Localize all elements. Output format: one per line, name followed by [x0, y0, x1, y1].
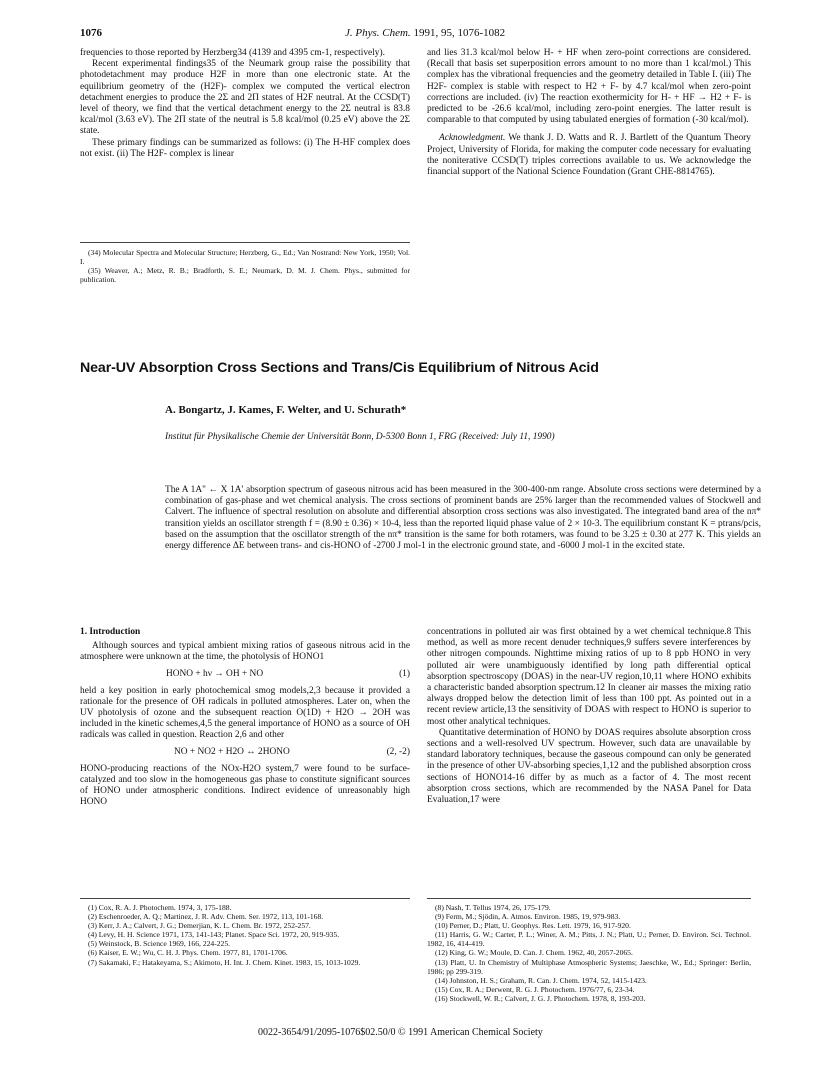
acknowledgment: [427, 133, 751, 178]
reference-item: (6) Kaiser, E. W.; Wu, C. H. J. Phys. Chem. 1977, 81, 1701-1706.: [88, 948, 288, 958]
reference-item: (2) Eschenroeder, A. Q.; Martinez, J. R. Adv. Chem. Ser. 1972, 113, 101-168.: [88, 912, 324, 922]
references-left: [80, 903, 410, 967]
reference-item: (1) Cox, R. A. J. Photochem. 1974, 3, 175-188.: [88, 903, 232, 912]
article-authors: A. Bongartz, J. Kames, F. Welter, and U. Schurath*: [165, 404, 407, 416]
paragraph: Recent experimental findings35 of the Neumark group raise the possibility that photodetachment may produce H2F in more than one electronic state. At the equilibrium geometry of the (H2F)- complex we computed the vertical electron detachment energies to produce the 2Σ and 2Π states of H2F neutral. At the CCSD(T) level of theory, we find that the vertical detachment energy to the 2Σ neutral is 83.8 kcal/mol (3.63 eV). The 2Π state of the neutral is 5.8 kcal/mol (0.25 eV) above the 2Σ state.: [80, 59, 410, 137]
reference-item: (9) Ferm, M.; Sjödin, A. Atmos. Environ. 1985, 19, 979-983.: [435, 912, 621, 922]
equation-text: HONO + hν → OH + NO: [166, 668, 264, 679]
equation-number: (2, -2): [386, 746, 410, 757]
intro-right-column: [427, 627, 751, 806]
section-heading: 1. Introduction: [80, 627, 141, 637]
reference-item: (5) Weinstock, B. Science 1969, 166, 224-225.: [88, 939, 231, 949]
acknowledgment-text: We thank J. D. Watts and R. J. Bartlett of the Quantum Theory Project, University of Florida, for making the computer code necessary for evaluating the noniterative CCSD(T) triples corrections available to us. We acknowledge the financial support of the National Science Foundation (Grant CHE-8814765).: [427, 133, 751, 178]
equation-number: (1): [399, 668, 410, 679]
reference-item: (12) King, G. W.; Moule, D. Can. J. Chem. 1962, 40, 2057-2065.: [435, 948, 633, 958]
abstract-text: The A 1A" ← X 1A' absorption spectrum of gaseous nitrous acid has been measured in the 300-400-nm range. Absolute cross sections were determined by a combination of gas-phase and wet chemical analysis. The cross sections of prominent bands are 25% larger than the recommended values of Stockwell and Calvert. The influence of spectral resolution on absolute and differential absorption cross sections was also investigated. The integrated band area of the nπ* transition yields an oscillator strength f = (8.90 ± 0.36) × 10-4, less than the reported liquid phase value of 2 × 10-3. The equilibrium constant K = ptrans/pcis, based on the assumption that the oscillator strength of the nπ* transition is the same for both rotamers, was found to be 3.25 ± 0.30 at 277 K. This yields an energy difference ΔE between trans- and cis-HONO of -2700 J mol-1 in the electronic ground state, and -6000 J mol-1 in the excited state.: [165, 485, 761, 552]
copyright-footer: 0022-3654/91/2095-1076$02.50/0 © 1991 American Chemical Society: [258, 1027, 543, 1038]
reference-item: (13) Platt, U. In Chemistry of Multiphase Atmospheric Systems; Jaeschke, W., Ed.; Springer: Berlin, 1986; pp 299-319.: [427, 957, 751, 976]
prev-article-right-column: [427, 48, 751, 178]
reference-item: (4) Levy, H. H. Science 1971, 173, 141-143; Planet. Space Sci. 1972, 20, 919-935.: [88, 930, 340, 940]
paragraph: These primary findings can be summarized as follows: (i) The H-HF complex does not exist. (ii) The H2F- complex is linear: [80, 137, 410, 159]
paragraph: concentrations in polluted air was first obtained by a wet chemical technique.8 This method, as well as more recent denuder techniques,9 suffers severe interferences by other nitrogen compounds. Nighttime mixing ratios of up to 8 ppb HONO in very polluted air were unambiguously identified by long path differential optical absorption spectroscopy (DOAS) in the near-UV region,10,11 where HONO exhibits a characteristic banded absorption spectrum.12 In cleaner air masses the mixing ratio always dropped below the detection limit of less than 100 ppt. As pointed out in a recent review article,13 the sensitivity of DOAS with respect to HONO is superior to most other analytical techniques.: [427, 627, 751, 727]
equation-1: [80, 664, 410, 686]
reference-item: (16) Stockwell, W. R.; Calvert, J. G. J. Photochem. 1978, 8, 193-203.: [435, 993, 646, 1003]
paragraph: Quantitative determination of HONO by DOAS requires absolute absorption cross sections and a well-resolved UV spectrum. However, such data are unavailable by standard laboratory techniques, because the gaseous compound can only be generated in the presence of other UV-absorbing species,1,12 and the published absorption cross sections of HONO14-16 differ by as much as a factor of 4. The most recent absorption cross sections, which are recommended by the NASA Panel for Data Evaluation,17 were: [427, 727, 751, 806]
reference-item: (8) Nash, T. Tellus 1974, 26, 175-179.: [435, 903, 551, 912]
abstract: [165, 485, 761, 552]
affiliation-text: Institut für Physikalische Chemie der Universität Bonn, D-5300 Bonn 1, FRG: [165, 432, 457, 442]
prev-article-references: [80, 248, 410, 284]
reference-item: (11) Harris, G. W.; Carter, P. L.; Winer, A. M.; Pitts, J. N.; Platt, U.; Perner, D. Environ. Sci. Technol. 1982, 16, 414-419.: [427, 930, 751, 949]
equation-text: NO + NO2 + H2O ↔ 2HONO: [174, 746, 290, 757]
paragraph: HONO-producing reactions of the NOx-H2O system,7 were found to be surface-catalyzed and too slow in the homogeneous gas phase to constitute significant sources of HONO under atmospheric conditions. Indirect evidence of unreasonably high HONO: [80, 763, 410, 808]
reference-item: (3) Kerr, J. A.; Calvert, J. G.; Demerjian, K. L. Chem. Br. 1972, 252-257.: [88, 921, 311, 931]
article-title: Near-UV Absorption Cross Sections and Trans/Cis Equilibrium of Nitrous Acid: [80, 360, 599, 376]
received-date: (Received: July 11, 1990): [458, 432, 555, 442]
reference-item: (14) Johnston, H. S.; Graham, R. Can. J. Chem. 1974, 52, 1415-1423.: [435, 975, 647, 985]
paragraph: Although sources and typical ambient mixing ratios of gaseous nitrous acid in the atmosphere were unknown at the time, the photolysis of HONO1: [80, 641, 410, 663]
reference-item: (10) Perner, D.; Platt, U. Geophys. Res. Lett. 1979, 16, 917-920.: [435, 921, 631, 931]
running-header: [345, 27, 505, 39]
prev-article-left-column: [80, 48, 410, 160]
references-right: [427, 903, 751, 1003]
intro-left-column: [80, 627, 410, 808]
reference-item: (34) Molecular Spectra and Molecular Structure; Herzberg, G., Ed.; Van Nostrand: New York, 1950; Vol. I.: [80, 248, 410, 267]
reference-item: (7) Sakamaki, F.; Hatakeyama, S.; Akimoto, H. Int. J. Chem. Kinet. 1983, 15, 1013-1029.: [88, 957, 361, 967]
acknowledgment-label: Acknowledgment.: [439, 133, 506, 144]
footnote-divider: [80, 898, 410, 899]
paragraph: frequencies to those reported by Herzberg34 (4139 and 4395 cm-1, respectively).: [80, 48, 385, 58]
equation-2: [80, 742, 410, 764]
paragraph: held a key position in early photochemical smog models,2,3 because it provided a rationale for the presence of OH radicals in polluted atmospheres. Later on, when the UV photolysis of ozone and the subsequent reaction O(1D) + H2O → 2OH was included in the kinetic schemes,4,5 the general importance of HONO as a source of OH radicals was called in question. Reaction 2,6 and other: [80, 685, 410, 741]
paragraph: and lies 31.3 kcal/mol below H- + HF when zero-point corrections are considered. (Recall that basis set superposition errors amount to no more than 1 kcal/mol.) This complex has the vibrational frequencies and the geometry detailed in Table I. (iii) The H2F- complex is stable with respect to H2 + F- by 4.7 kcal/mol when zero-point corrections are included. (iv) The reaction exothermicity for H- + HF → H2 + F- is predicted to be -26.6 kcal/mol, including zero-point energies. The latter result is comparable to that computed by using tabulated energies of formation (-30 kcal/mol).: [427, 48, 751, 126]
journal-name: J. Phys. Chem.: [345, 27, 411, 39]
article-affiliation: [165, 432, 555, 442]
reference-item: (15) Cox, R. A.; Derwent, R. G. J. Photochem. 1976/77, 6, 23-34.: [435, 984, 635, 994]
page-number: 1076: [80, 27, 102, 39]
journal-citation: 1991, 95, 1076-1082: [413, 27, 506, 39]
footnote-divider: [80, 242, 410, 243]
footnote-divider: [427, 898, 751, 899]
reference-item: (35) Weaver, A.; Metz, R. B.; Bradforth, S. E.; Neumark, D. M. J. Chem. Phys., submitted for publication.: [80, 266, 410, 285]
